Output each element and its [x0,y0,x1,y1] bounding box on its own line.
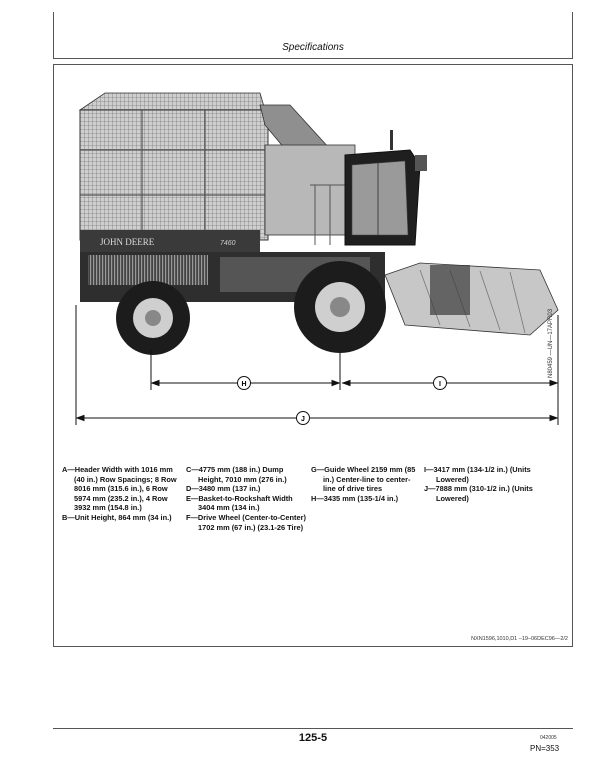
footer-divider [53,728,573,729]
dimension-i-label: I [439,381,441,388]
dimension-j-label: J [301,416,305,423]
legend-column-1 [62,465,178,523]
legend-item-e: E—Basket-to-Rockshaft Width 3404 mm (134 in.) [186,493,293,513]
legend-item-f: F—Drive Wheel (Center-to-Center) 1702 mm (67 in.) (23.1-26 Tire) [186,512,306,532]
dimension-h-label: H [241,381,247,388]
legend-item-h: H—3435 mm (135-1/4 in.) [311,493,399,503]
model-logo-text: 7460 [220,240,236,247]
page-title: Specifications [282,42,344,53]
legend-item-i: I—3417 mm (134-1/2 in.) (Units Lowered) [424,465,531,484]
legend-column-3 [311,465,421,503]
pn-code: PN=353 [530,744,560,753]
legend-item-b: B—Unit Height, 864 mm (34 in.) [62,512,172,522]
date-code: 042005 [540,735,557,741]
legend-item-a: A—Header Width with 1016 mm (40 in.) Row Spacings; 8 Row 8016 mm (315.6 in.), 6 Row 5974 mm (235.2 in.), 4 Row 3932 mm (154.8 in.) [62,465,177,513]
legend-item-d: D—3480 mm (137 in.) [186,484,261,494]
cotton-picker-illustration [60,85,562,435]
side-panel [265,145,355,235]
page-number: 125-5 [298,732,328,744]
reference-code: NXN1596,1010,D1 –19–06DEC96—2/2 [471,636,568,642]
legend-column-2 [186,465,308,532]
brand-logo-text: JOHN DEERE [100,237,155,247]
basket-top [80,93,265,110]
figure-code: N80459 —UN—17APR03 [548,308,554,378]
header-divider [53,58,573,59]
legend-column-4 [424,465,554,503]
basket [80,110,268,240]
legend-item-j: J—7888 mm (310-1/2 in.) (Units Lowered) [424,484,533,503]
legend-item-g: G—Guide Wheel 2159 mm (85 in.) Center-line to center-line of drive tires [311,465,416,494]
row-units [385,263,558,335]
legend-item-c: C—4775 mm (188 in.) Dump Height, 7010 mm (276 in.) [186,465,287,484]
